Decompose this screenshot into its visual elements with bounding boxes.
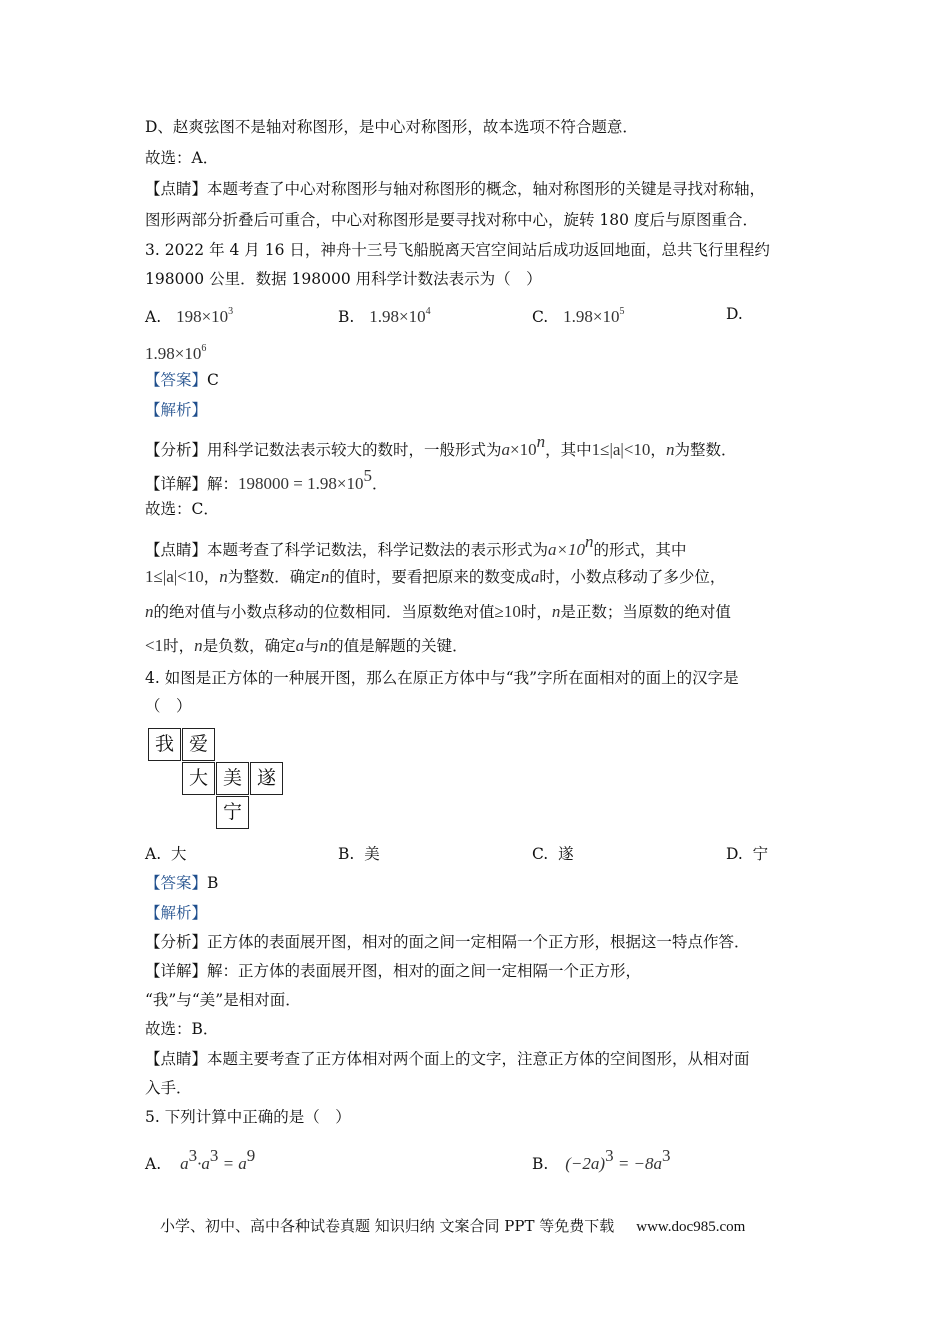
math: 198000 = 1.98×10 xyxy=(238,474,364,493)
option-math xyxy=(565,1146,671,1173)
analysis-tag: 【解析】 xyxy=(145,401,208,419)
option-exp: 4 xyxy=(425,306,431,317)
analysis-tag: 【解析】 xyxy=(145,904,208,922)
answer-value: C xyxy=(207,371,219,389)
math-exp: 3 xyxy=(662,1146,671,1165)
text: 是负数，确定 xyxy=(202,637,296,655)
option-label: A. xyxy=(145,845,162,863)
comment-line-4 xyxy=(145,636,468,656)
math: n xyxy=(145,602,154,621)
net-cell: 大 xyxy=(182,762,215,795)
math-exp: 5 xyxy=(363,466,372,485)
option-base: 1.98×10 xyxy=(563,307,620,326)
analysis-line xyxy=(145,932,750,952)
text: 为整数．确定 xyxy=(227,568,321,586)
text: 解： xyxy=(207,475,239,493)
answer-value: B xyxy=(207,874,219,892)
math: 1≤|a|<10 xyxy=(591,440,651,459)
math-exp: 9 xyxy=(246,1146,256,1165)
option-label: B. xyxy=(338,308,355,326)
option-label: A. xyxy=(145,308,162,326)
option-math xyxy=(563,307,624,326)
comment-tag: 【点睛】 xyxy=(145,1050,208,1068)
math: n xyxy=(319,636,329,655)
question-5-stem: 5. 下列计算中正确的是（ ） xyxy=(145,1108,351,1126)
text: 的值时，要看把原来的数变成 xyxy=(329,568,531,586)
math: n xyxy=(665,440,675,459)
text: 用科学记数法表示较大的数时，一般形式为 xyxy=(207,441,502,459)
comment-line-2 xyxy=(145,567,725,587)
math: ×10 xyxy=(510,440,537,459)
text: ． xyxy=(371,475,388,493)
text-line: D、赵爽弦图不是轴对称图形，是中心对称图形，故本选项不符合题意． xyxy=(145,118,638,136)
q5-option-b xyxy=(532,1146,671,1174)
comment-line xyxy=(145,179,765,199)
option-label: C. xyxy=(532,845,549,863)
math: = a xyxy=(218,1154,247,1173)
footer-url[interactable]: www.doc985.com xyxy=(636,1219,746,1235)
option-label: A. xyxy=(145,1155,162,1173)
math-exp: n xyxy=(536,432,546,451)
analysis-line xyxy=(145,432,736,460)
option-math xyxy=(369,307,430,326)
text: 与 xyxy=(304,637,320,655)
option-label: B. xyxy=(532,1155,549,1173)
text: 时， xyxy=(163,637,195,655)
answer-tag: 【答案】 xyxy=(145,874,208,892)
option-math xyxy=(145,344,206,363)
comment-tag: 【点睛】 xyxy=(145,180,208,198)
option-text: 宁 xyxy=(752,845,769,863)
q4-option-a xyxy=(145,844,187,864)
q3-option-b xyxy=(338,302,431,327)
option-label: B. xyxy=(338,845,355,863)
math: = −8a xyxy=(613,1154,663,1173)
net-cell: 遂 xyxy=(250,762,283,795)
math: a xyxy=(530,567,540,586)
math: a×10 xyxy=(548,540,586,559)
q5-option-a xyxy=(145,1146,255,1174)
choose-line: 故选：C． xyxy=(145,500,219,518)
footer-text: 小学、初中、高中各种试卷真题 知识归纳 文案合同 PPT 等免费下载 xyxy=(160,1217,615,1235)
option-label: D. xyxy=(726,845,743,863)
analysis-subtag: 【分析】 xyxy=(145,933,208,951)
math: ≥10 xyxy=(494,602,521,621)
option-exp: 5 xyxy=(619,306,625,317)
option-text: 大 xyxy=(170,845,187,863)
math: ·a xyxy=(197,1154,210,1173)
math: n xyxy=(194,636,203,655)
text-line: 故选：A． xyxy=(145,149,219,167)
math-exp: 3 xyxy=(188,1146,198,1165)
comment-line xyxy=(145,1049,750,1069)
q3-option-d-label xyxy=(726,304,743,324)
math-exp: 3 xyxy=(209,1146,219,1165)
math: (−2a) xyxy=(565,1154,606,1173)
math: <1 xyxy=(145,636,164,655)
q4-option-d xyxy=(726,844,768,864)
option-base: 198×10 xyxy=(176,307,229,326)
text: 的形式，其中 xyxy=(593,541,687,559)
text: 本题主要考查了正方体相对两个面上的文字，注意正方体的空间图形，从相对面 xyxy=(207,1050,750,1068)
net-cell: 爱 xyxy=(182,728,215,761)
comment-line-2: 入手． xyxy=(145,1079,192,1097)
math: 1≤|a|<10 xyxy=(145,567,204,586)
comment-text: 本题考查了中心对称图形与轴对称图形的概念，轴对称图形的关键是寻找对称轴， xyxy=(207,180,766,198)
math: a xyxy=(295,636,305,655)
detail-tag: 【详解】 xyxy=(145,475,208,493)
detail-line xyxy=(145,466,387,494)
choose-line: 故选：B． xyxy=(145,1020,219,1038)
detail-tag: 【详解】 xyxy=(145,962,208,980)
question-3-stem: 3. 2022 年 4 月 16 日，神舟十三号飞船脱离天宫空间站后成功返回地面，总共飞行里程约 xyxy=(145,241,770,259)
math-exp: 3 xyxy=(605,1146,614,1165)
text: 正方体的表面展开图，相对的面之间一定相隔一个正方形，根据这一特点作答． xyxy=(207,933,750,951)
option-exp: 3 xyxy=(228,306,234,317)
option-math xyxy=(180,1146,256,1173)
detail-line-2: “我”与“美”是相对面． xyxy=(145,991,301,1009)
text: ， xyxy=(203,568,220,586)
math: n xyxy=(320,567,330,586)
answer-line xyxy=(145,873,218,893)
option-text: 遂 xyxy=(558,845,574,863)
q4-option-c xyxy=(532,844,574,864)
analysis-subtag: 【分析】 xyxy=(145,441,208,459)
option-base: 1.98×10 xyxy=(369,307,426,326)
comment-tag: 【点睛】 xyxy=(145,541,208,559)
option-base: 1.98×10 xyxy=(145,344,202,363)
math-exp: n xyxy=(585,532,594,551)
option-exp: 6 xyxy=(201,343,207,354)
comment-line-3 xyxy=(145,602,731,622)
text: 的绝对值与小数点移动的位数相同．当原数绝对值 xyxy=(153,603,495,621)
math: a xyxy=(180,1154,189,1173)
detail-line xyxy=(145,961,641,981)
question-4-stem-2: （ ） xyxy=(145,697,192,715)
question-4-stem: 4. 如图是正方体的一种展开图，那么在原正方体中与“我”字所在面相对的面上的汉字是 xyxy=(145,669,739,687)
text-line: 图形两部分折叠后可重合，中心对称图形是要寻找对称中心，旋转 180 度后与原图重合． xyxy=(145,211,758,229)
option-label: C. xyxy=(532,308,549,326)
net-cell: 我 xyxy=(148,728,181,761)
q4-option-b xyxy=(338,844,380,864)
text: 为整数． xyxy=(674,441,737,459)
option-text: 美 xyxy=(364,845,380,863)
page-footer xyxy=(160,1215,745,1236)
text: 时， xyxy=(520,603,552,621)
question-3-stem-2: 198000 公里．数据 198000 用科学计数法表示为（ ） xyxy=(145,270,542,288)
text: 解：正方体的表面展开图，相对的面之间一定相隔一个正方形， xyxy=(207,962,642,980)
q3-option-c xyxy=(532,302,625,327)
option-label: D. xyxy=(726,305,743,323)
text: ， xyxy=(650,441,666,459)
text: 时，小数点移动了多少位， xyxy=(539,568,726,586)
text: ，其中 xyxy=(545,441,592,459)
option-math xyxy=(176,307,233,326)
q3-option-a xyxy=(145,302,233,327)
text: 本题考查了科学记数法，科学记数法的表示形式为 xyxy=(207,541,549,559)
answer-line xyxy=(145,370,219,390)
math: n xyxy=(219,567,228,586)
text: 的值是解题的关键． xyxy=(328,637,468,655)
math: n xyxy=(551,602,561,621)
q3-option-d xyxy=(145,339,206,364)
math: a xyxy=(501,440,511,459)
net-cell: 美 xyxy=(216,762,249,795)
comment-line xyxy=(145,532,687,560)
text: 是正数；当原数的绝对值 xyxy=(560,603,731,621)
net-cell: 宁 xyxy=(216,796,249,829)
answer-tag: 【答案】 xyxy=(145,371,208,389)
